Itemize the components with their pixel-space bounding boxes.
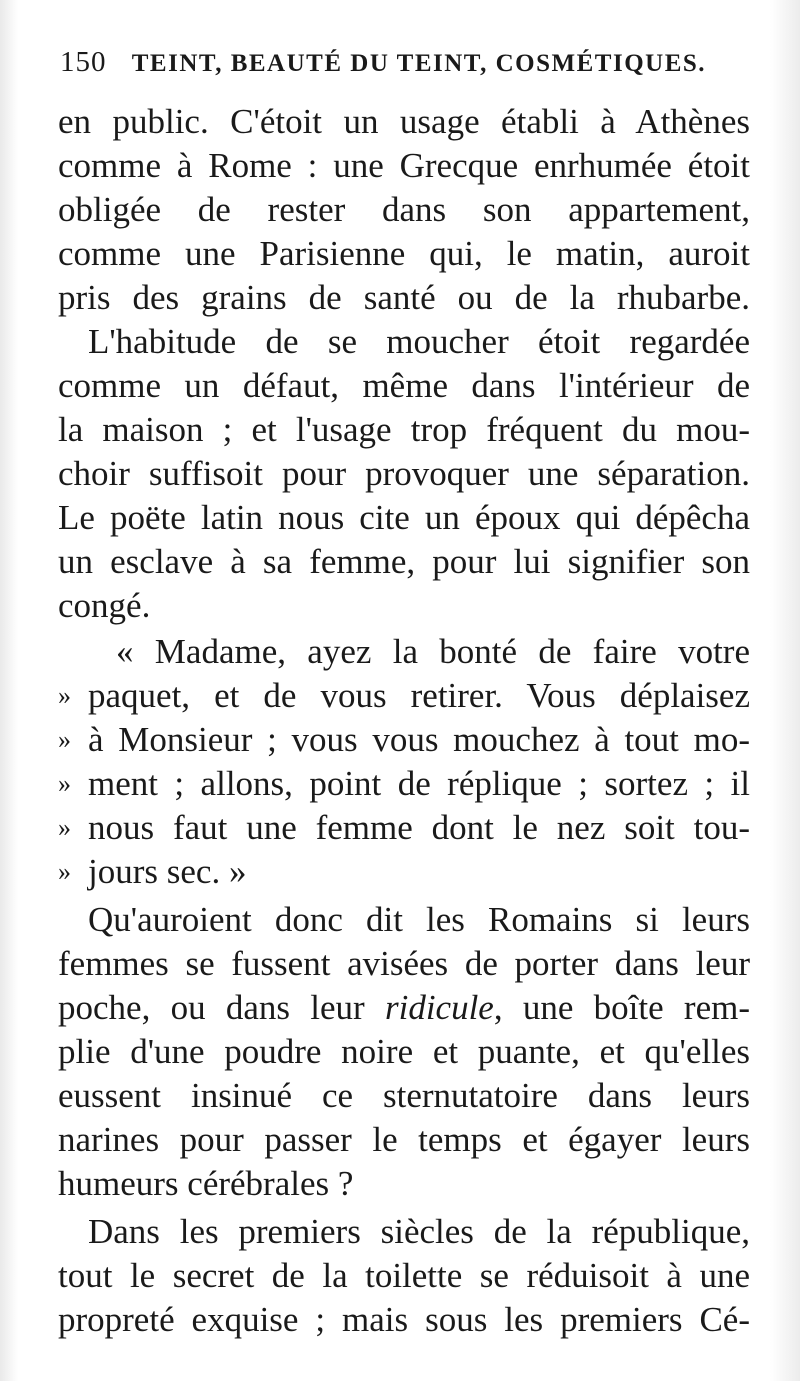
text-line: tout le secret de la toilette se réduisoit à une: [58, 1256, 750, 1295]
quote-mark: »: [58, 857, 71, 886]
quote-mark: »: [58, 681, 71, 710]
text-line: la maison ; et l'usage trop fréquent du mou-: [58, 410, 750, 449]
page-header: [60, 46, 750, 86]
quote-mark: »: [58, 813, 71, 842]
text-line: Le poëte latin nous cite un époux qui dépêcha: [58, 498, 750, 537]
italic-word: ridicule: [384, 988, 494, 1027]
page-number: 150: [60, 46, 107, 78]
text-line: [58, 986, 750, 1030]
text-line: humeurs cérébrales ?: [58, 1164, 354, 1203]
quote-text: à Monsieur ; vous vous mouchez à tout mo-: [88, 720, 750, 759]
text-segment: poche, ou dans leur: [58, 988, 365, 1027]
quote-text: paquet, et de vous retirer. Vous déplaisez: [88, 676, 750, 715]
paragraph-start-line: Qu'auroient donc dit les Romains si leurs: [88, 900, 750, 939]
text-line: femmes se fussent avisées de porter dans leur: [58, 944, 750, 983]
quote-mark: »: [58, 769, 71, 798]
text-line: comme une Parisienne qui, le matin, auroit: [58, 234, 750, 273]
text-line: eussent insinué ce sternutatoire dans leurs: [58, 1076, 750, 1115]
quote-start-line: « Madame, ayez la bonté de faire votre: [116, 632, 750, 671]
text-line: pris des grains de santé ou de la rhubarbe.: [58, 278, 750, 317]
quote-text: nous faut une femme dont le nez soit tou-: [88, 808, 750, 847]
paragraph-start-line: L'habitude de se moucher étoit regardée: [88, 322, 750, 361]
text-line: comme à Rome : une Grecque enrhumée étoit: [58, 146, 750, 185]
quote-line: [58, 674, 750, 718]
quote-line: [58, 762, 750, 806]
text-line: propreté exquise ; mais sous les premiers Cé-: [58, 1300, 750, 1339]
text-line: narines pour passer le temps et égayer leurs: [58, 1120, 750, 1159]
quote-line: [58, 806, 750, 850]
quote-text: jours sec. »: [88, 852, 247, 891]
text-line: plie d'une poudre noire et puante, et qu'elles: [58, 1032, 750, 1071]
text-line: comme un défaut, même dans l'intérieur de: [58, 366, 750, 405]
text-segment: , une boîte rem-: [493, 988, 751, 1027]
text-line: choir suffisoit pour provoquer une séparation.: [58, 454, 750, 493]
quote-line: [58, 718, 750, 762]
paragraph-start-line: Dans les premiers siècles de la république,: [88, 1212, 750, 1251]
text-line: en public. C'étoit un usage établi à Athènes: [58, 102, 750, 141]
text-line: un esclave à sa femme, pour lui signifier son: [58, 542, 750, 581]
text-line: obligée de rester dans son appartement,: [58, 190, 750, 229]
running-title: TEINT, BEAUTÉ DU TEINT, COSMÉTIQUES.: [131, 50, 707, 77]
quote-text: ment ; allons, point de réplique ; sortez ; il: [88, 764, 750, 803]
text-line: congé.: [58, 586, 151, 625]
quote-mark: »: [58, 725, 71, 754]
quote-line: [58, 850, 246, 894]
